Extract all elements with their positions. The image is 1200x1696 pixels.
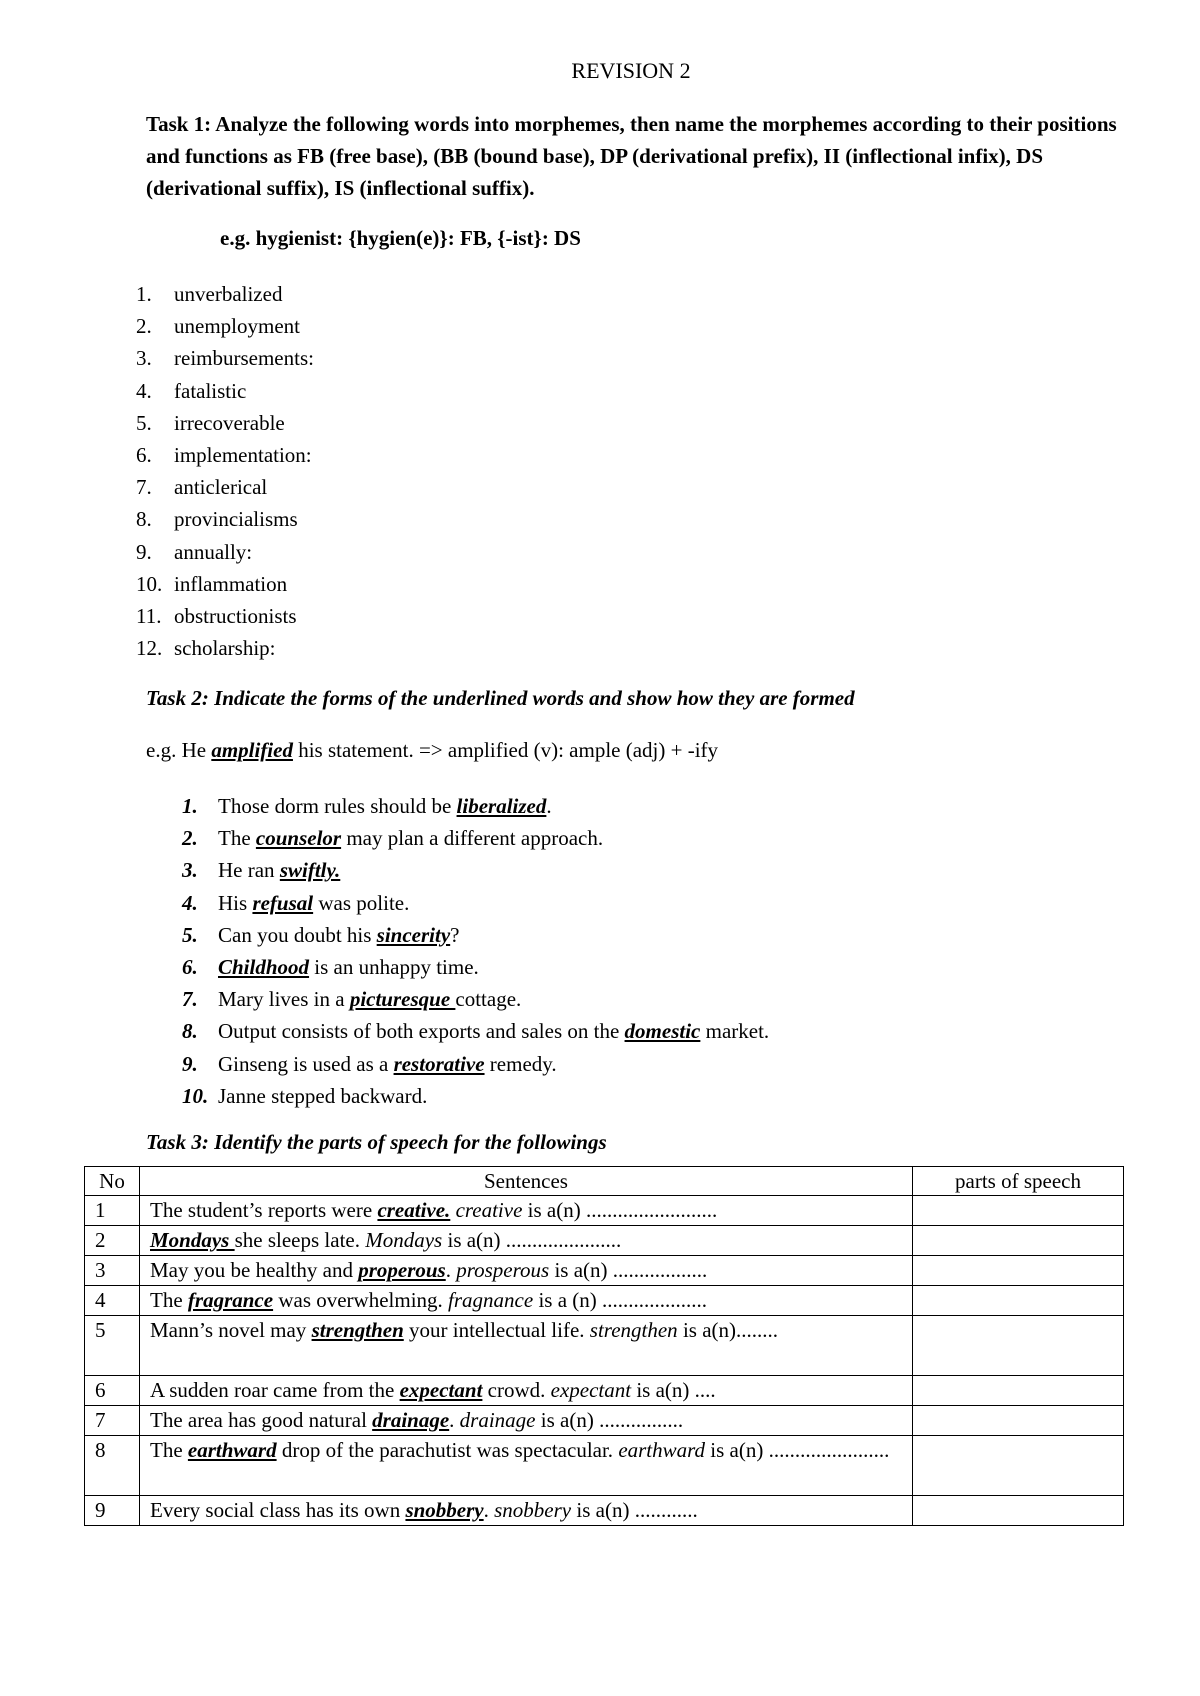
list-item <box>182 983 769 1015</box>
sentence-text: is a(n) .... <box>631 1378 716 1402</box>
sentence-text: . <box>449 1408 460 1432</box>
row-number: 5 <box>85 1316 140 1376</box>
list-item <box>136 278 314 310</box>
sentence-text: The area has good natural <box>150 1408 373 1432</box>
row-sentence <box>140 1196 913 1226</box>
item-number: 4. <box>136 378 152 403</box>
item-number: 1. <box>136 282 152 306</box>
underlined-word: refusal <box>252 890 314 915</box>
underlined-word: snobbery <box>405 1498 484 1522</box>
underlined-word: creative. <box>377 1198 451 1222</box>
underlined-word: properous <box>358 1258 446 1282</box>
underlined-word: fragrance <box>187 1288 274 1312</box>
answer-cell[interactable] <box>913 1496 1124 1526</box>
item-word: reimbursements: <box>174 346 314 371</box>
list-item <box>136 600 314 632</box>
item-number: 1. <box>182 794 198 818</box>
list-item <box>182 887 769 919</box>
italic-word: drainage <box>459 1408 536 1432</box>
row-number: 1 <box>85 1196 140 1226</box>
sentence-text: may plan a different approach. <box>341 826 604 851</box>
answer-cell[interactable] <box>913 1226 1124 1256</box>
list-item <box>182 919 769 951</box>
sentence-text: ? <box>450 922 460 947</box>
italic-word: strengthen <box>589 1318 678 1342</box>
answer-cell[interactable] <box>913 1376 1124 1406</box>
underlined-word: earthward <box>187 1438 277 1462</box>
parts-of-speech-table <box>84 1166 1124 1526</box>
table-row <box>85 1376 1124 1406</box>
underlined-word: amplified <box>211 738 293 762</box>
task1-word-list <box>136 278 314 664</box>
task2-example <box>146 738 718 763</box>
sentence-text: May you be healthy and <box>150 1258 359 1282</box>
sentence-text: Mary lives in a <box>218 987 350 1012</box>
sentence-text: Can you doubt his <box>218 922 377 947</box>
sentence-text: Janne stepped backward. <box>218 1083 428 1108</box>
underlined-word: strengthen <box>311 1318 404 1342</box>
list-item <box>182 790 769 822</box>
row-sentence <box>140 1376 913 1406</box>
item-number: 2. <box>182 826 198 851</box>
sentence-text: your intellectual life. <box>403 1318 590 1342</box>
sentence-text: Ginseng is used as a <box>218 1051 394 1076</box>
item-number: 10. <box>182 1083 209 1108</box>
example-text: his statement. => amplified (v): ample (adj) + -ify <box>292 738 719 762</box>
underlined-word: swiftly. <box>279 858 341 883</box>
task2-sentence-list <box>182 790 769 1112</box>
underlined-word: domestic <box>624 1019 701 1044</box>
item-number: 4. <box>182 890 198 915</box>
italic-word: fragnance <box>448 1288 534 1312</box>
sentence-text: is a(n) ......................... <box>522 1198 718 1222</box>
sentence-text: is a (n) .................... <box>533 1288 708 1312</box>
sentence-text: is a(n)........ <box>677 1318 779 1342</box>
list-item <box>182 1048 769 1080</box>
underlined-word: Mondays <box>150 1228 235 1252</box>
sentence-text: is a(n) ................ <box>535 1408 684 1432</box>
item-word: implementation: <box>174 442 312 467</box>
column-header-no: No <box>85 1167 140 1196</box>
item-number: 2. <box>136 314 152 339</box>
row-sentence <box>140 1286 913 1316</box>
sentence-text: The <box>150 1438 188 1462</box>
row-sentence <box>140 1496 913 1526</box>
sentence-text: Those dorm rules should be <box>218 794 457 818</box>
sentence-text: . <box>483 1498 495 1522</box>
table-row <box>85 1436 1124 1496</box>
item-number: 6. <box>136 442 152 467</box>
answer-cell[interactable] <box>913 1316 1124 1376</box>
list-item <box>136 568 314 600</box>
item-number: 7. <box>136 475 152 500</box>
sentence-text: cottage. <box>455 987 522 1012</box>
task1-heading: Task 1: Analyze the following words into morphemes, then name the morphemes according to their positions and functions as FB (free base), (BB (bound base), DP (derivational prefix), II (inflectional infix), DS (derivational suffix), IS (inflectional suffix). <box>146 112 1117 200</box>
list-item <box>136 342 314 374</box>
underlined-word: sincerity <box>376 922 451 947</box>
row-number: 3 <box>85 1256 140 1286</box>
list-item <box>136 503 314 535</box>
example-text: e.g. He <box>146 738 212 762</box>
item-word: provincialisms <box>174 507 298 532</box>
item-number: 9. <box>136 539 152 564</box>
row-number: 7 <box>85 1406 140 1436</box>
italic-word: earthward <box>618 1438 706 1462</box>
row-number: 2 <box>85 1226 140 1256</box>
italic-word: prosperous <box>456 1258 550 1282</box>
task3-heading: Task 3: Identify the parts of speech for the followings <box>146 1130 607 1154</box>
list-item <box>182 1080 769 1112</box>
italic-word: Mondays <box>365 1228 443 1252</box>
item-word: fatalistic <box>174 378 247 403</box>
table-row <box>85 1496 1124 1526</box>
sentence-text: . <box>445 1258 457 1282</box>
sentence-text: is a(n) ....................... <box>705 1438 890 1462</box>
table-row <box>85 1196 1124 1226</box>
sentence-text: was overwhelming. <box>273 1288 449 1312</box>
row-sentence <box>140 1316 913 1376</box>
italic-word: snobbery <box>494 1498 572 1522</box>
column-header-sentences: Sentences <box>140 1167 913 1196</box>
sentence-text: A sudden roar came from the <box>150 1378 400 1402</box>
sentence-text: The <box>218 826 256 851</box>
sentence-text: His <box>218 890 253 915</box>
list-item <box>136 536 314 568</box>
item-number: 8. <box>136 507 152 532</box>
sentence-text: The student’s reports were <box>150 1198 378 1222</box>
underlined-word: drainage <box>372 1408 450 1432</box>
sentence-text: . <box>546 794 552 818</box>
item-number: 3. <box>136 346 152 371</box>
list-item <box>182 1015 769 1047</box>
underlined-word: counselor <box>255 826 342 851</box>
underlined-word: restorative <box>393 1051 485 1076</box>
table-row <box>85 1226 1124 1256</box>
row-sentence <box>140 1406 913 1436</box>
sentence-text: Every social class has its own <box>150 1498 406 1522</box>
list-item <box>136 471 314 503</box>
item-number: 8. <box>182 1019 198 1044</box>
item-number: 5. <box>182 922 198 947</box>
task1-example: e.g. hygienist: {hygien(e)}: FB, {-ist}: DS <box>220 226 581 250</box>
list-item <box>136 632 314 664</box>
table-row <box>85 1256 1124 1286</box>
row-number: 4 <box>85 1286 140 1316</box>
underlined-word: picturesque <box>349 987 456 1012</box>
answer-cell[interactable] <box>913 1286 1124 1316</box>
sentence-text: remedy. <box>484 1051 557 1076</box>
answer-cell[interactable] <box>913 1406 1124 1436</box>
sentence-text: she sleeps late. <box>234 1228 366 1252</box>
row-number: 8 <box>85 1436 140 1496</box>
answer-cell[interactable] <box>913 1436 1124 1496</box>
row-sentence <box>140 1436 913 1496</box>
item-word: annually: <box>174 539 253 564</box>
sentence-text: Output consists of both exports and sales on the <box>218 1019 625 1044</box>
item-word: anticlerical <box>174 475 268 500</box>
sentence-text: is a(n) ............ <box>571 1498 698 1522</box>
item-number: 10. <box>136 571 163 596</box>
list-item <box>136 439 314 471</box>
item-number: 9. <box>182 1051 198 1076</box>
page-title: REVISION 2 <box>571 58 691 83</box>
item-word: inflammation <box>174 571 288 596</box>
list-item <box>136 407 314 439</box>
list-item <box>182 951 769 983</box>
item-word: obstructionists <box>174 603 297 628</box>
list-item <box>136 375 314 407</box>
sentence-text: was polite. <box>313 890 410 915</box>
answer-cell[interactable] <box>913 1196 1124 1226</box>
item-word: scholarship: <box>174 636 276 661</box>
item-word: irrecoverable <box>174 410 285 435</box>
item-number: 5. <box>136 410 152 435</box>
table-row <box>85 1406 1124 1436</box>
underlined-word: expectant <box>399 1378 483 1402</box>
sentence-text: is an unhappy time. <box>309 954 479 979</box>
underlined-word: Childhood <box>218 954 310 979</box>
item-number: 3. <box>182 858 198 883</box>
item-word: unverbalized <box>174 282 283 306</box>
list-item <box>182 854 769 886</box>
table-row <box>85 1286 1124 1316</box>
column-header-pos: parts of speech <box>913 1167 1124 1196</box>
sentence-text: The <box>150 1288 188 1312</box>
item-number: 11. <box>136 603 162 628</box>
list-item <box>182 822 769 854</box>
sentence-text: He ran <box>218 858 280 883</box>
row-sentence <box>140 1256 913 1286</box>
row-sentence <box>140 1226 913 1256</box>
sentence-text: Mann’s novel may <box>150 1318 312 1342</box>
row-number: 6 <box>85 1376 140 1406</box>
row-number: 9 <box>85 1496 140 1526</box>
item-number: 7. <box>182 987 198 1012</box>
sentence-text: crowd. <box>482 1378 551 1402</box>
italic-word: expectant <box>550 1378 632 1402</box>
item-word: unemployment <box>174 314 300 339</box>
item-number: 6. <box>182 954 198 979</box>
table-header-row <box>85 1167 1124 1196</box>
task2-heading: Task 2: Indicate the forms of the underlined words and show how they are formed <box>146 686 855 710</box>
list-item <box>136 310 314 342</box>
table-row <box>85 1316 1124 1376</box>
underlined-word: liberalized <box>456 794 547 818</box>
answer-cell[interactable] <box>913 1256 1124 1286</box>
sentence-text: is a(n) .................. <box>549 1258 708 1282</box>
sentence-text: market. <box>700 1019 770 1044</box>
sentence-text: is a(n) ...................... <box>442 1228 622 1252</box>
italic-word: creative <box>455 1198 523 1222</box>
item-number: 12. <box>136 636 163 661</box>
sentence-text: drop of the parachutist was spectacular. <box>276 1438 619 1462</box>
